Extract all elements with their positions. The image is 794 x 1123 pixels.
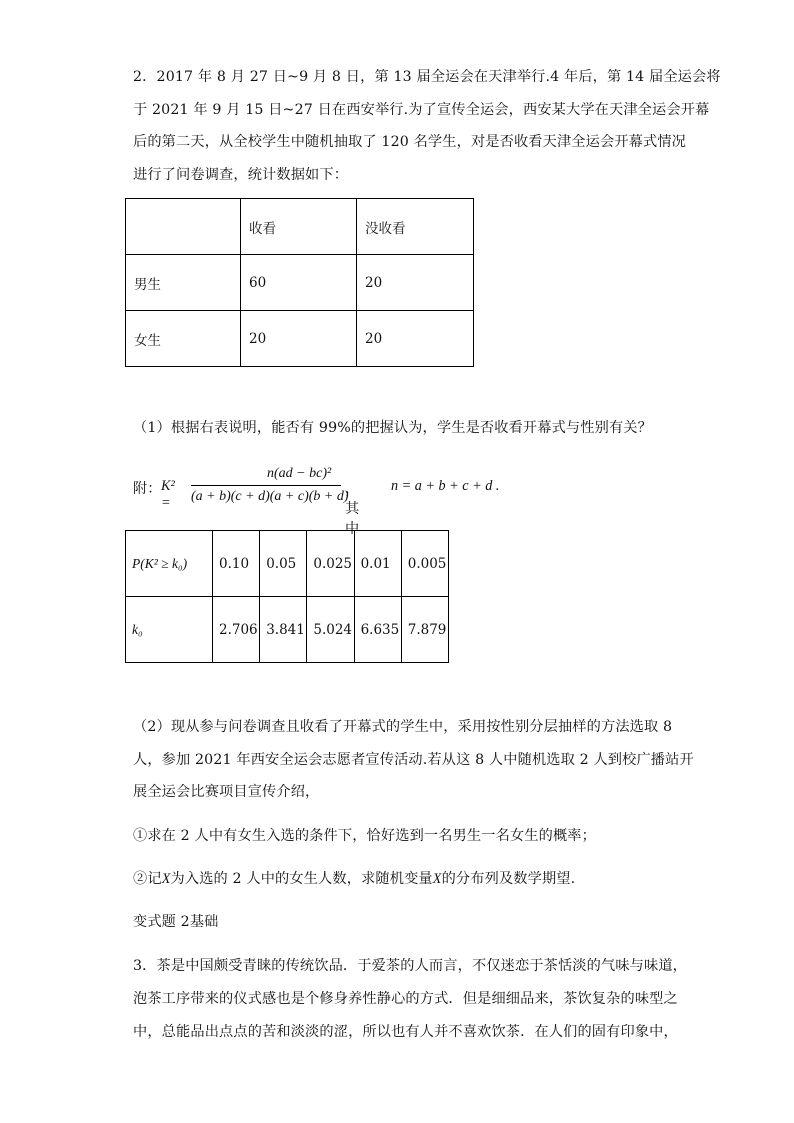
table-row [126,531,449,597]
table-cell: 0.025 [307,531,354,597]
variable-x: X [161,871,171,887]
table-header-cell: 没收看 [357,199,474,255]
table-cell: 20 [241,311,357,367]
survey-table [125,198,474,367]
table-cell: 60 [241,255,357,311]
table-cell: 20 [357,311,474,367]
question-2-line-3: 展全运会比赛项目宣传介绍， [133,784,320,800]
problem3-line-3: 中，总能品出点点的苦和淡淡的涩，所以也有人并不喜欢饮茶．在人们的固有印象中， [133,1024,678,1040]
table-row-label: 女生 [126,311,241,367]
table-cell: 3.841 [260,597,307,663]
table-row [126,311,474,367]
table-cell: 20 [357,255,474,311]
question-2-line-2: 人，参加 2021 年西安全运会志愿者宣传活动.若从这 8 人中随机选取 2 人到校广播站开 [133,752,694,768]
table-header-cell: 收看 [241,199,357,255]
sub2-suffix: 的分布列及数学期望. [441,871,576,887]
fraction-bar [191,485,341,486]
table-cell: 2.706 [213,597,260,663]
table-row-label: 男生 [126,255,241,311]
question-1: （1）根据右表说明，能否有 99%的把握认为，学生是否收看开幕式与性别有关？ [133,420,652,436]
problem2-line-3: 后的第二天，从全校学生中随机抽取了 120 名学生，对是否收看天津全运会开幕式情况 [133,134,687,150]
formula-prefix: 附： [133,481,162,497]
table-cell: 0.10 [213,531,260,597]
table-row [126,199,474,255]
problem2-line-2: 于 2021 年 9 月 15 日~27 日在西安举行.为了宣传全运会，西安某大学在天津全运会开幕 [133,102,710,118]
sub-question-1: ①求在 2 人中有女生入选的条件下，恰好选到一名男生一名女生的概率； [133,828,596,844]
formula-lhs: K² = [161,478,175,511]
table-cell [126,199,241,255]
table-cell: 5.024 [307,597,354,663]
table-cell: 6.635 [354,597,401,663]
formula-n-definition: n = a + b + c + d . [391,478,500,494]
sub2-middle: 为入选的 2 人中的女生人数，求随机变量 [170,871,433,887]
formula-suffix: ，其中 [345,481,360,537]
table-row [126,255,474,311]
table-row-label: P(K² ≥ k₀) [126,531,213,597]
critical-value-table [125,530,449,663]
formula-denominator: (a + b)(c + d)(a + c)(b + d) [191,489,349,504]
variable-x: X [432,871,442,887]
table-cell: 0.05 [260,531,307,597]
problem2-line-4: 进行了问卷调查，统计数据如下： [133,167,349,183]
table-row [126,597,449,663]
formula-numerator: n(ad − bc)² [267,466,332,481]
table-cell: 7.879 [401,597,448,663]
variant-title: 变式题 2基础 [133,914,219,930]
sub-question-2 [133,868,575,888]
question-2-line-1: （2）现从参与问卷调查且收看了开幕式的学生中，采用按性别分层抽样的方法选取 8 [133,719,673,735]
table-row-label: k₀ [126,597,213,663]
table-cell: 0.005 [401,531,448,597]
sub2-prefix: ②记 [133,871,162,887]
problem3-line-2: 泡茶工序带来的仪式感也是个修身养性静心的方式．但是细细品来，茶饮复杂的味型之 [133,991,678,1007]
table-cell: 0.01 [354,531,401,597]
problem3-line-1: 3．茶是中国颇受青睐的传统饮品．于爱茶的人而言，不仅迷恋于茶恬淡的气味与味道， [133,958,688,974]
problem2-line-1: 2．2017 年 8 月 27 日~9 月 8 日，第 13 届全运会在天津举行.4 年后，第 14 届全运会将 [133,69,721,85]
